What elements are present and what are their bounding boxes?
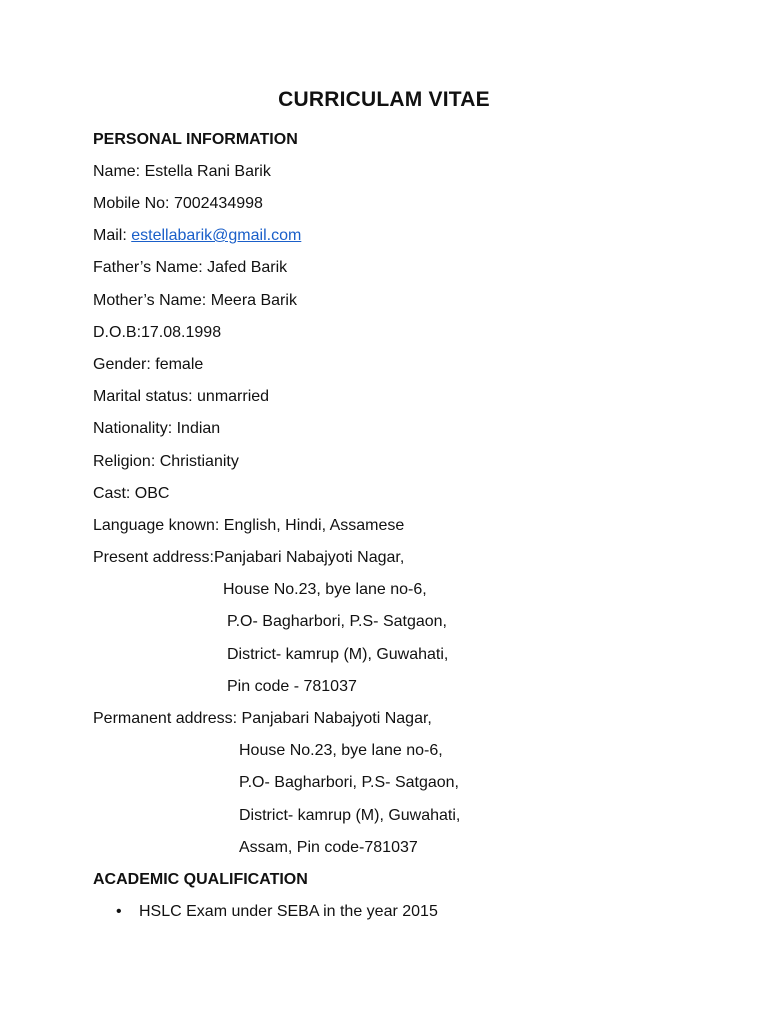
mail-label: Mail: xyxy=(93,227,127,244)
mobile-value: 7002434998 xyxy=(173,195,263,212)
name-line xyxy=(93,162,271,182)
document-title: CURRICULAM VITAE xyxy=(278,88,490,111)
mobile-line xyxy=(93,194,263,214)
name-label: Name: xyxy=(93,163,141,180)
permanent-address-line-2: House No.23, bye lane no-6, xyxy=(239,742,443,759)
present-address-label: Present address: xyxy=(93,549,214,566)
father-name-label: Father’s Name: xyxy=(93,259,203,276)
present-address-line-5: Pin code - 781037 xyxy=(227,678,357,695)
present-address-line-2: House No.23, bye lane no-6, xyxy=(223,581,427,598)
permanent-address-label: Permanent address: xyxy=(93,710,238,727)
father-name-value: Jafed Barik xyxy=(207,259,288,276)
present-address-line-1 xyxy=(93,548,404,568)
mobile-label: Mobile No: xyxy=(93,195,170,212)
father-name-line xyxy=(93,258,287,278)
permanent-address-line-3: P.O- Bagharbori, P.S- Satgaon, xyxy=(239,774,459,791)
mother-name-line xyxy=(93,291,297,311)
gender-line: Gender: female xyxy=(93,356,204,373)
languages-line: Language known: English, Hindi, Assamese xyxy=(93,517,405,534)
mother-name-label: Mother’s Name: xyxy=(93,292,207,309)
permanent-address-value: Panjabari Nabajyoti Nagar, xyxy=(241,710,432,727)
permanent-address-line-5: Assam, Pin code-781037 xyxy=(239,839,418,856)
academic-item: HSLC Exam under SEBA in the year 2015 xyxy=(139,903,438,920)
bullet-icon: • xyxy=(116,903,122,920)
nationality-line: Nationality: Indian xyxy=(93,420,221,437)
present-address-value: Panjabari Nabajyoti Nagar, xyxy=(213,549,405,566)
personal-info-heading: PERSONAL INFORMATION xyxy=(93,131,298,148)
present-address-line-3: P.O- Bagharbori, P.S- Satgaon, xyxy=(227,613,447,630)
permanent-address-line-1 xyxy=(93,709,432,729)
dob-line: D.O.B:17.08.1998 xyxy=(93,324,222,341)
marital-status-line: Marital status: unmarried xyxy=(93,388,270,405)
name-value: Estella Rani Barik xyxy=(144,163,271,180)
academic-heading: ACADEMIC QUALIFICATION xyxy=(93,871,308,888)
mother-name-value: Meera Barik xyxy=(210,292,297,309)
cast-line: Cast: OBC xyxy=(93,485,170,502)
mail-line xyxy=(93,226,301,246)
present-address-line-4: District- kamrup (M), Guwahati, xyxy=(227,646,449,663)
religion-line: Religion: Christianity xyxy=(93,453,239,470)
permanent-address-line-4: District- kamrup (M), Guwahati, xyxy=(239,807,461,824)
email-link[interactable]: estellabarik@gmail.com xyxy=(131,227,302,244)
